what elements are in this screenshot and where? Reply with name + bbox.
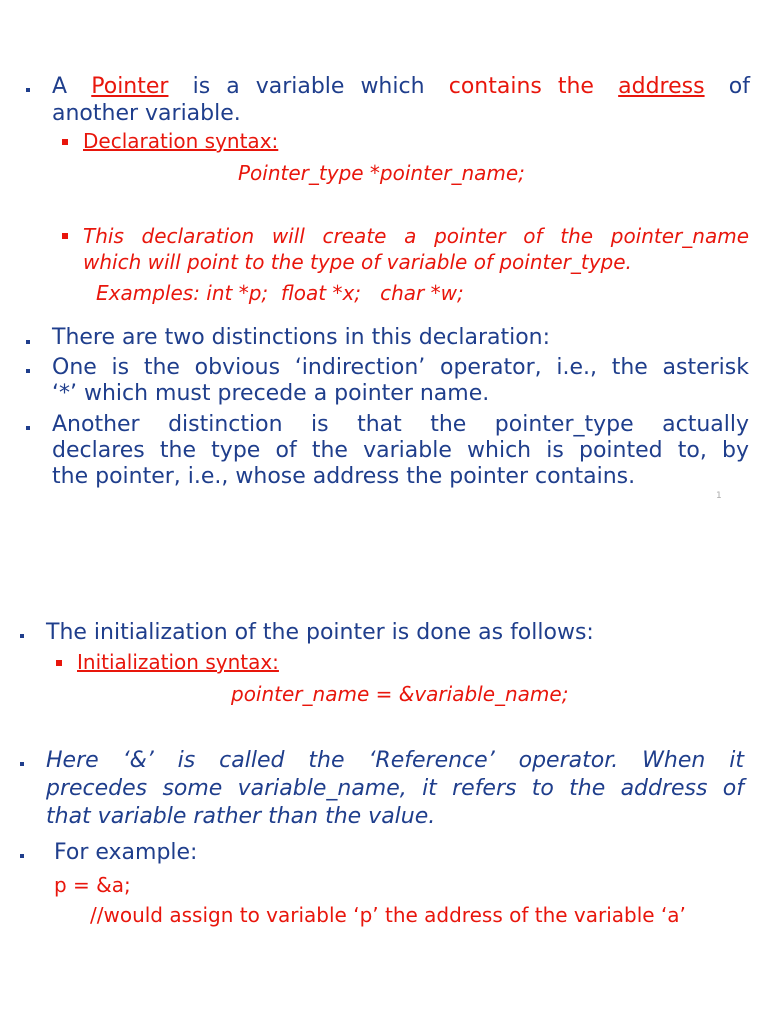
distinction-one-line1: One is the obvious ‘indirection’ operator, i.e., the asterisk xyxy=(52,355,749,380)
initialization-syntax-label: Initialization syntax: xyxy=(77,650,279,674)
for-example-label: For example: xyxy=(54,840,198,865)
distinction-two-line2: declares the type of the variable which is pointed to, by xyxy=(52,438,749,463)
declaration-examples: Examples: int *p; float *x; char *w; xyxy=(96,281,464,305)
declaration-syntax-code: Pointer_type *pointer_name; xyxy=(238,161,525,185)
sub-bullet-marker xyxy=(56,660,62,666)
bullet-marker xyxy=(20,634,24,638)
declaration-note-line2: which will point to the type of variable of pointer_type. xyxy=(83,250,632,274)
declaration-syntax-label: Declaration syntax: xyxy=(83,129,279,153)
phrase-contains: contains the xyxy=(448,74,594,99)
bullet-marker xyxy=(26,426,30,430)
initialization-syntax-code: pointer_name = &variable_name; xyxy=(231,682,569,706)
slide-page-number: 1 xyxy=(716,491,722,501)
distinctions-intro: There are two distinctions in this declaration: xyxy=(52,325,551,350)
bullet-marker xyxy=(26,369,30,373)
reference-operator-line1: Here ‘&’ is called the ‘Reference’ operator. When it xyxy=(46,748,744,773)
sub-bullet-marker xyxy=(62,139,68,145)
distinction-two-line3: the pointer, i.e., whose address the pointer contains. xyxy=(52,464,636,489)
pointer-definition-line2: another variable. xyxy=(52,101,241,126)
distinction-two-line1: Another distinction is that the pointer_type actually xyxy=(52,412,749,437)
sub-bullet-marker xyxy=(62,233,68,239)
term-address: address xyxy=(618,74,705,99)
example-comment: //would assign to variable ‘p’ the address of the variable ‘a’ xyxy=(90,903,686,927)
word-of: of xyxy=(728,74,750,99)
phrase-is-a-variable: is a variable which xyxy=(192,74,425,99)
bullet-marker xyxy=(20,762,24,766)
term-pointer: Pointer xyxy=(91,74,169,99)
initialization-intro: The initialization of the pointer is done as follows: xyxy=(46,620,594,645)
bullet-marker xyxy=(26,88,30,92)
pointer-definition-line xyxy=(52,74,750,100)
example-code: p = &a; xyxy=(54,873,131,897)
declaration-note-line1: This declaration will create a pointer of the pointer_name xyxy=(83,224,749,248)
reference-operator-line3: that variable rather than the value. xyxy=(46,804,436,829)
reference-operator-line2: precedes some variable_name, it refers to the address of xyxy=(46,776,744,801)
word-a: A xyxy=(52,74,68,99)
bullet-marker xyxy=(26,340,30,344)
distinction-one-line2: ‘*’ which must precede a pointer name. xyxy=(52,381,490,406)
bullet-marker xyxy=(20,854,24,858)
